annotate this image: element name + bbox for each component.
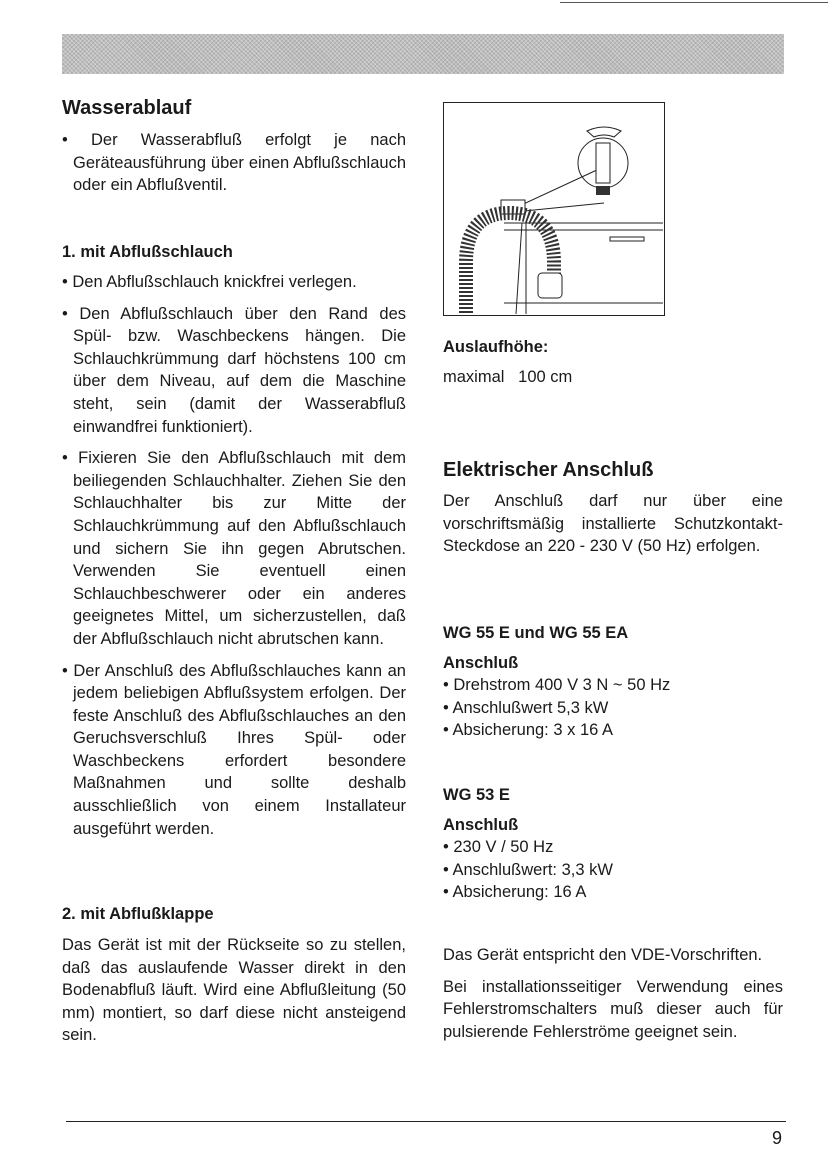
list-item: • Anschlußwert: 3,3 kW — [443, 860, 613, 879]
section-abflussklappe — [62, 903, 406, 1047]
model-name: WG 55 E und WG 55 EA — [443, 624, 629, 642]
footer-rule — [66, 1121, 786, 1122]
vde-note: Das Gerät entspricht den VDE-Vorschriften. — [443, 946, 763, 964]
model-subheading: Anschluß — [443, 816, 519, 834]
vde-notes — [443, 944, 783, 1043]
intro-bullet: • Der Wasserabfluß erfolgt je nach Geräteausführung über einen Abflußschlauch oder ein Abflußventil. — [62, 131, 406, 195]
list-item: • Anschlußwert 5,3 kW — [443, 698, 609, 717]
abflussklappe-text: Das Gerät ist mit der Rückseite so zu stellen, daß das auslaufende Wasser direkt in den Bodenabfluß läuft. Wird eine Abflußleitung (50 mm) montiert, so darf diese nicht ansteigend sein. — [62, 936, 406, 1045]
list-item: • Absicherung: 3 x 16 A — [443, 721, 613, 740]
title-elektrischer-anschluss: Elektrischer Anschluß — [443, 459, 654, 481]
heading-abflussklappe: 2. mit Abflußklappe — [62, 905, 214, 923]
model-name: WG 53 E — [443, 786, 510, 804]
list-item: • Drehstrom 400 V 3 N ~ 50 Hz — [443, 676, 671, 694]
fi-switch-note: Bei installationsseitiger Verwendung eines Fehlerstromschalters muß dieser auch für pulsierende Fehlerströme geeignet sein. — [443, 977, 783, 1041]
hose-illustration — [443, 102, 665, 316]
header-band — [62, 34, 784, 74]
page-number: 9 — [772, 1128, 783, 1148]
model-wg53 — [443, 784, 783, 904]
list-item: • 230 V / 50 Hz — [443, 838, 554, 856]
title-wasserablauf: Wasserablauf — [62, 97, 192, 119]
section-wasserablauf — [62, 96, 406, 197]
model-wg55 — [443, 622, 783, 742]
list-item: • Der Anschluß des Abflußschlauches kann an jedem beliebigen Abflußsystem erfolgen. Der feste Anschluß des Abflußschlauches an den Geruchsverschluß Ihres Spül- oder Waschbeckens erfordert besondere Maßnahmen und sollte deshalb ausschließlich von einem Installateur ausgeführt werden. — [62, 661, 406, 838]
section-abflussschlauch — [62, 241, 406, 849]
anschluss-intro: Der Anschluß darf nur über eine vorschriftsmäßig installierte Schutzkontakt-Steckdose an 220 - 230 V (50 Hz) erfolgen. — [443, 492, 783, 556]
heading-abflussschlauch: 1. mit Abflußschlauch — [62, 243, 233, 261]
caption-label: Auslaufhöhe: — [443, 338, 549, 356]
model-subheading: Anschluß — [443, 654, 519, 672]
section-elektrischer-anschluss — [443, 458, 783, 558]
top-edge-line — [560, 2, 828, 3]
list-item: • Den Abflußschlauch über den Rand des Spül- bzw. Waschbeckens hängen. Die Schlauchkrümmung darf höchstens 100 cm über dem Niveau, auf dem die Maschine steht, sein (damit der Wasserabfluß einwandfrei funktioniert). — [62, 304, 406, 436]
list-item: • Den Abflußschlauch knickfrei verlegen. — [62, 273, 357, 291]
caption-value: maximal 100 cm — [443, 368, 573, 386]
drain-hose-icon — [444, 103, 663, 314]
list-item: • Absicherung: 16 A — [443, 883, 587, 902]
figure-caption — [443, 336, 783, 389]
list-item: • Fixieren Sie den Abflußschlauch mit dem beiliegenden Schlauchhalter. Ziehen Sie den Schlauchhalter bis zur Mitte der Schlauchkrümmung auf den Abflußschlauch und sichern Sie ihn gegen Abrutschen. Verwenden Sie eventuell einen Schlauchbeschwerer oder ein anderes geeignetes Mittel, um sicherzustellen, daß der Abflußschlauch nicht abrutschen kann. — [62, 449, 406, 648]
